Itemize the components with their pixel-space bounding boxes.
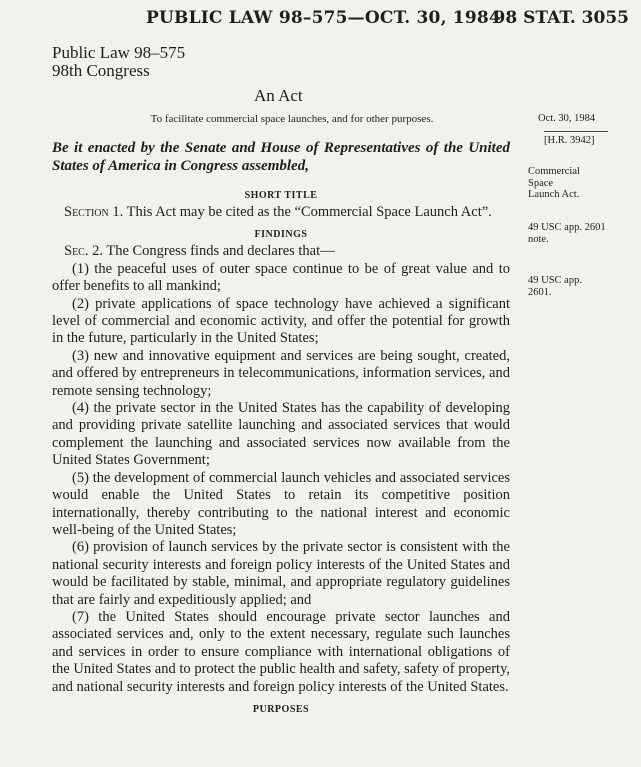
section-2-intro [52,243,510,260]
law-identification [52,43,510,105]
public-law-number: Public Law 98–575 [52,43,186,62]
margin-note-bill-number: [H.R. 3942] [544,131,608,147]
margin-note-short-name-line: Space [528,177,554,189]
margin-note-short-name-line: Launch Act. [528,189,580,200]
law-body [52,44,510,718]
page-header [0,8,641,34]
margin-note-short-name-line: Commercial [528,166,580,177]
section-2-label: Sec. 2. [64,243,103,260]
section-1-label: Section 1. [64,204,124,220]
finding-clause-6: (6) provision of launch services by the private sector is consistent with the national security interests and foreign policy interests of the United States and would be facilitated by stable, minimal, and appropriate regulatory guidelines that are fairly and expeditiously applied; and [52,539,510,608]
margin-note-short-name [528,166,580,201]
margin-note-usc-line: 2601. [528,286,552,298]
finding-clause-4: (4) the private sector in the United States has the capability of developing and providing private satellite launching and associated services that would complement the launching and associated services now available from the United States Government; [52,400,510,469]
margin-note-usc-line: 49 USC app. [528,275,582,286]
finding-clause-3: (3) new and innovative equipment and services are being sought, created, and offered by entrepreneurs in telecommunications, information services, and remote sensing technology; [52,347,510,399]
finding-clause-1: (1) the peaceful uses of outer space continue to be of great value and to offer benefits to all mankind; [52,260,510,295]
section-heading-purposes: PURPOSES [252,703,310,715]
section-heading-short-title: SHORT TITLE [244,190,318,201]
statute-page-number: 98 STAT. 3055 [493,8,629,28]
enacting-clause: Be it enacted by the Senate and House of Representatives of the United States of America in Congress assembled, [52,140,510,174]
finding-clause-7: (7) the United States should encourage private sector launches and associated services and, only to the extent necessary, regulate such launches and services in order to ensure compliance with international obligations of the United States and to protect the public health and safety, safety of property, and national security interests and foreign policy interests of the United States. [52,608,510,695]
page-header-title: PUBLIC LAW 98–575—OCT. 30, 1984 [146,8,501,28]
margin-note-usc-citation-1 [528,222,606,245]
act-purpose: To facilitate commercial space launches, and for other purposes. [150,113,434,125]
section-1 [52,204,510,221]
margin-note-usc-line: 49 USC app. 2601 [528,222,606,233]
finding-clause-2: (2) private applications of space technology have achieved a significant level of commercial and economic activity, and offer the potential for growth in the future, particularly in the United States; [52,295,510,347]
margin-note-usc-line: note. [528,233,549,245]
section-2-intro-text: The Congress finds and declares that— [102,243,335,260]
margin-note-usc-citation-2 [528,275,582,298]
section-1-text: This Act may be cited as the “Commercial Space Launch Act”. [123,204,492,220]
congress-number: 98th Congress [52,61,150,80]
act-heading: An Act [254,86,303,105]
section-heading-findings: FINDINGS [254,229,308,241]
finding-clause-5: (5) the development of commercial launch vehicles and associated services would enable the United States to retain its competitive position internationally, thereby contributing to the national interest and economic well-being of the United States; [52,469,510,538]
margin-note-date: Oct. 30, 1984 [538,113,596,124]
